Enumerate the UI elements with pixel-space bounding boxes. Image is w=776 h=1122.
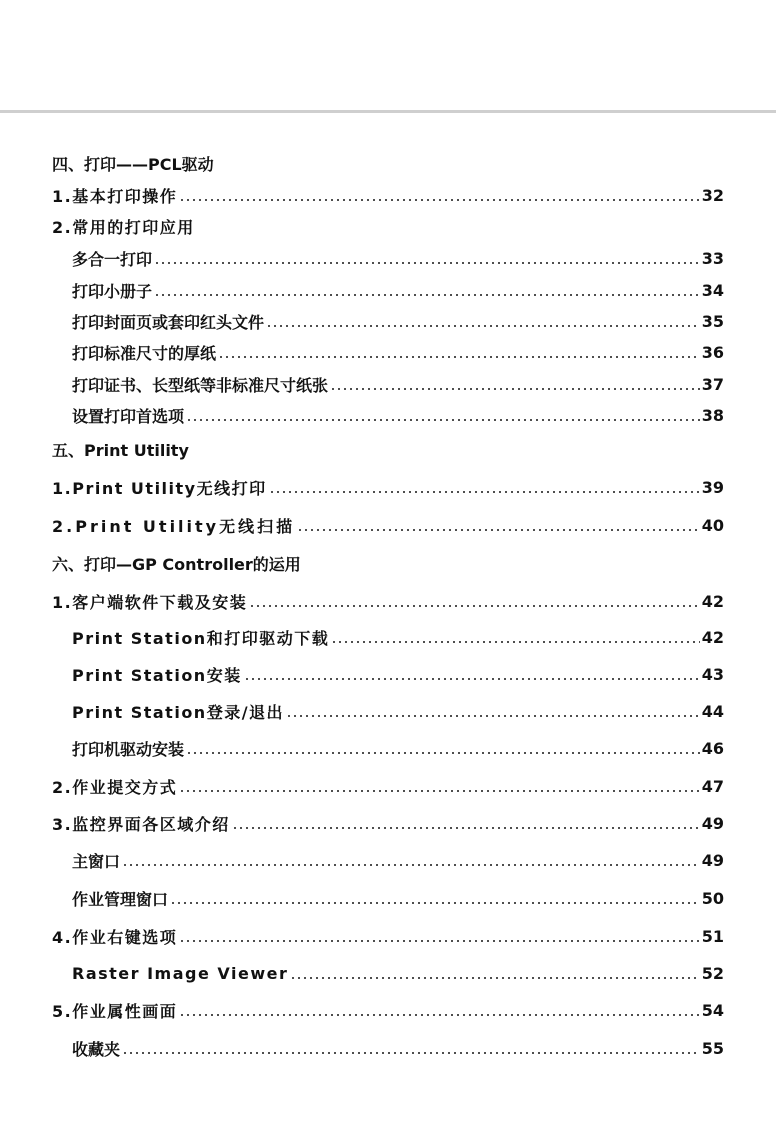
dot-leader xyxy=(269,491,700,493)
toc-entry[interactable] xyxy=(72,309,724,333)
toc-page-number: 42 xyxy=(701,627,724,647)
toc-page-number: 33 xyxy=(701,248,724,268)
toc-label: 六、打印—GP Controller的运用 xyxy=(52,554,301,574)
dot-leader xyxy=(286,715,700,717)
dot-leader xyxy=(170,902,700,904)
toc-entry[interactable] xyxy=(52,774,724,798)
toc-label: 打印封面页或套印红头文件 xyxy=(72,312,265,332)
toc-section-heading xyxy=(52,551,724,575)
toc-page-number: 32 xyxy=(701,185,724,205)
toc-entry[interactable] xyxy=(52,924,724,948)
toc-label: 2.作业提交方式 xyxy=(52,777,178,797)
toc-label: 3.监控界面各区域介绍 xyxy=(52,814,230,834)
toc-page-number: 37 xyxy=(701,374,724,394)
toc-label: Print Station登录/退出 xyxy=(72,702,285,722)
dot-leader xyxy=(122,1052,700,1054)
toc-label: 打印机驱动安装 xyxy=(72,739,185,759)
toc-page-number: 51 xyxy=(701,926,724,946)
toc-entry[interactable] xyxy=(52,513,724,537)
toc-entry[interactable] xyxy=(72,886,724,910)
toc-label: 5.作业属性画面 xyxy=(52,1001,178,1021)
toc-label: 四、打印——PCL驱动 xyxy=(52,154,214,174)
dot-leader xyxy=(249,605,700,607)
toc-label: 收藏夹 xyxy=(72,1039,121,1059)
toc-page-number: 35 xyxy=(701,311,724,331)
toc-entry[interactable] xyxy=(52,998,724,1022)
toc-page-number: 52 xyxy=(701,963,724,983)
toc-label: 打印小册子 xyxy=(72,281,153,301)
dot-leader xyxy=(154,294,700,296)
toc-entry[interactable] xyxy=(72,625,724,649)
toc-label: 2.常用的打印应用 xyxy=(52,217,195,237)
toc-page-number: 49 xyxy=(701,850,724,870)
toc-subheading xyxy=(52,214,724,238)
dot-leader xyxy=(179,940,700,942)
dot-leader xyxy=(179,1014,700,1016)
toc-page-number: 54 xyxy=(701,1000,724,1020)
toc-page-number: 46 xyxy=(701,738,724,758)
toc-label: Print Station安装 xyxy=(72,665,242,685)
dot-leader xyxy=(297,529,700,531)
dot-leader xyxy=(290,977,699,979)
toc-page-number: 44 xyxy=(701,701,724,721)
toc-page-number: 47 xyxy=(701,776,724,796)
dot-leader xyxy=(331,641,700,643)
toc-entry[interactable] xyxy=(72,736,724,760)
toc-entry[interactable] xyxy=(72,372,724,396)
toc-entry[interactable] xyxy=(72,1036,724,1060)
toc-entry[interactable] xyxy=(72,246,724,270)
toc-page-number: 34 xyxy=(701,280,724,300)
toc-label: 1.客户端软件下载及安装 xyxy=(52,592,248,612)
toc-section-heading xyxy=(52,437,724,461)
toc-entry[interactable] xyxy=(72,662,724,686)
toc-page-number: 42 xyxy=(701,591,724,611)
toc-entry[interactable] xyxy=(52,811,724,835)
toc-label: 4.作业右键选项 xyxy=(52,927,178,947)
toc-entry[interactable] xyxy=(72,278,724,302)
toc-page-number: 50 xyxy=(701,888,724,908)
toc-page-number: 39 xyxy=(701,477,724,497)
toc-label: 五、Print Utility xyxy=(52,440,189,460)
toc-label: 1.基本打印操作 xyxy=(52,186,178,206)
toc-entry[interactable] xyxy=(52,475,724,499)
dot-leader xyxy=(122,864,700,866)
dot-leader xyxy=(330,388,700,390)
toc-entry[interactable] xyxy=(52,183,724,207)
toc-page-number: 49 xyxy=(701,813,724,833)
dot-leader xyxy=(186,752,700,754)
toc-label: 设置打印首选项 xyxy=(72,406,185,426)
toc-entry[interactable] xyxy=(72,699,724,723)
toc-label: 打印标准尺寸的厚纸 xyxy=(72,343,217,363)
dot-leader xyxy=(179,790,700,792)
dot-leader xyxy=(244,678,700,680)
dot-leader xyxy=(266,325,700,327)
toc-entry[interactable] xyxy=(72,403,724,427)
toc-page-number: 36 xyxy=(701,342,724,362)
dot-leader xyxy=(218,356,700,358)
toc-label: 2.Print Utility无线扫描 xyxy=(52,516,296,536)
toc-page-number: 43 xyxy=(701,664,724,684)
toc-entry[interactable] xyxy=(72,340,724,364)
toc-page-number: 55 xyxy=(701,1038,724,1058)
toc-label: 打印证书、长型纸等非标准尺寸纸张 xyxy=(72,375,329,395)
top-divider xyxy=(0,110,776,113)
toc-page-number: 40 xyxy=(701,515,724,535)
dot-leader xyxy=(179,199,700,201)
toc-label: 作业管理窗口 xyxy=(72,889,169,909)
dot-leader xyxy=(232,827,700,829)
toc-entry[interactable] xyxy=(52,589,724,613)
toc-page-number: 38 xyxy=(701,405,724,425)
toc-label: Print Station和打印驱动下载 xyxy=(72,628,330,648)
dot-leader xyxy=(186,419,700,421)
toc-section-heading xyxy=(52,151,724,175)
toc-entry[interactable] xyxy=(72,961,724,985)
toc-label: Raster Image Viewer xyxy=(72,963,289,983)
toc-label: 1.Print Utility无线打印 xyxy=(52,478,267,498)
dot-leader xyxy=(154,262,700,264)
toc-label: 多合一打印 xyxy=(72,249,153,269)
toc-entry[interactable] xyxy=(72,848,724,872)
toc-label: 主窗口 xyxy=(72,851,121,871)
